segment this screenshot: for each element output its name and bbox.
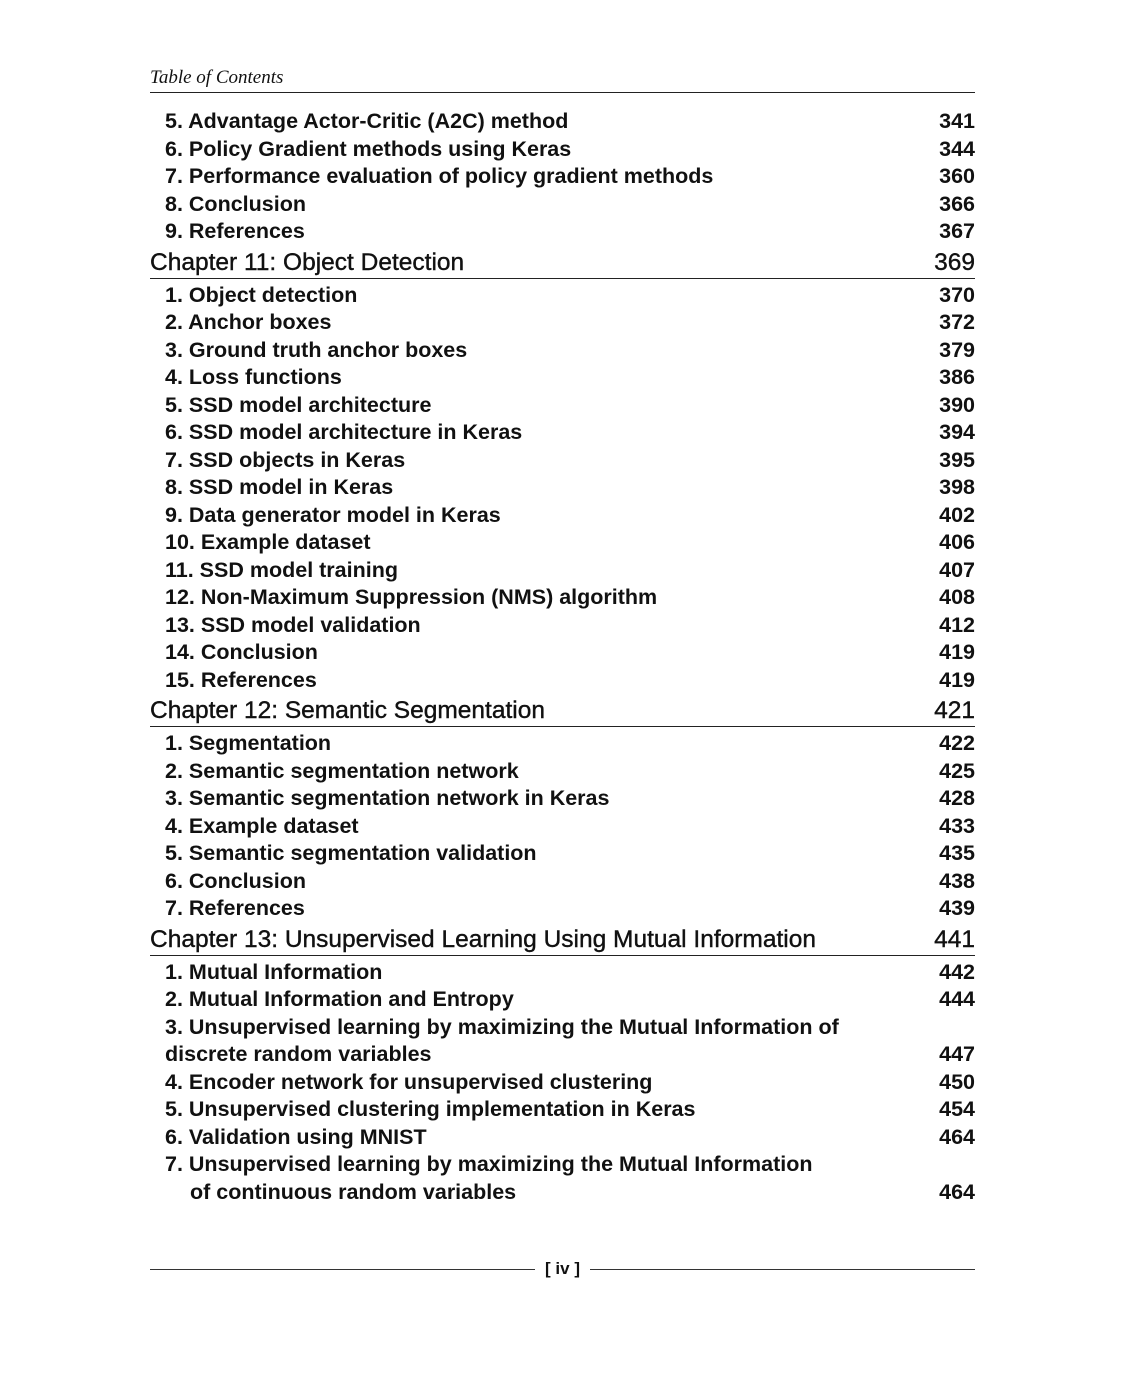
toc-entry-title: 1. Mutual Information	[165, 959, 383, 984]
toc-entry-title: 15. References	[165, 667, 317, 692]
toc-entry-page-number: 398	[939, 475, 975, 499]
toc-entry[interactable]	[150, 959, 975, 987]
toc-entry[interactable]	[150, 557, 975, 585]
toc-entry-page-number: 372	[939, 310, 975, 334]
chapter-heading[interactable]	[150, 696, 975, 727]
toc-entry[interactable]	[150, 309, 975, 337]
toc-entry-page-number: 367	[939, 219, 975, 243]
toc-entry-page-number: 402	[939, 502, 975, 527]
chapter-heading[interactable]	[150, 248, 975, 279]
toc-entry-page-number: 412	[939, 612, 975, 637]
toc-entry-title: 5. Advantage Actor-Critic (A2C) method	[165, 109, 569, 133]
toc-entry-title: 4. Encoder network for unsupervised clustering	[165, 1069, 653, 1094]
chapter-title: Chapter 12: Semantic Segmentation	[150, 697, 545, 724]
toc-entry-page-number: 366	[939, 191, 975, 216]
toc-entry-page-number: 454	[939, 1097, 975, 1121]
toc-entry-title: 7. Performance evaluation of policy gradient methods	[165, 164, 714, 188]
toc-entry-title: 13. SSD model validation	[165, 612, 421, 637]
toc-entry[interactable]	[150, 986, 975, 1014]
toc-entry-page-number: 341	[939, 109, 975, 133]
toc-entry[interactable]	[150, 868, 975, 896]
toc-entry-page-number: 433	[939, 813, 975, 838]
toc-entry-title: 14. Conclusion	[165, 640, 318, 664]
table-of-contents	[150, 108, 975, 1206]
toc-entry-title: 4. Example dataset	[165, 813, 359, 838]
toc-entry-page-number: 419	[939, 667, 975, 692]
page-footer	[150, 1258, 975, 1280]
toc-entry-page-number: 422	[939, 731, 975, 755]
toc-entry-page-number: 386	[939, 365, 975, 389]
toc-entry-title: 6. Policy Gradient methods using Keras	[165, 136, 572, 161]
toc-entry-page-number: 408	[939, 585, 975, 609]
toc-entry-title: 7. SSD objects in Keras	[165, 447, 406, 472]
toc-entry[interactable]	[150, 730, 975, 758]
toc-entry-title: 9. Data generator model in Keras	[165, 502, 501, 527]
toc-entry[interactable]	[150, 639, 975, 667]
toc-entry-title: 12. Non-Maximum Suppression (NMS) algorithm	[165, 585, 658, 609]
toc-entry-page-number: 428	[939, 786, 975, 810]
toc-entry[interactable]	[150, 447, 975, 475]
toc-entry[interactable]	[150, 282, 975, 310]
toc-entry[interactable]	[150, 502, 975, 530]
toc-entry-title: 2. Semantic segmentation network	[165, 758, 519, 783]
toc-entry-title: 2. Mutual Information and Entropy	[165, 987, 514, 1011]
running-header: Table of Contents	[150, 66, 975, 93]
toc-entry[interactable]	[150, 108, 975, 136]
toc-entry[interactable]	[150, 1124, 975, 1152]
toc-entry-title	[165, 1014, 839, 1069]
toc-entry-page-number: 438	[939, 868, 975, 893]
toc-entry[interactable]	[150, 419, 975, 447]
chapter-page-number: 441	[934, 925, 975, 953]
toc-entry-page-number: 442	[939, 959, 975, 984]
toc-entry-title: 6. Conclusion	[165, 868, 306, 893]
toc-entry-title: 6. Validation using MNIST	[165, 1124, 427, 1149]
toc-entry-title: 8. SSD model in Keras	[165, 475, 394, 499]
toc-entry-title	[165, 1151, 813, 1206]
toc-entry-page-number: 360	[939, 164, 975, 188]
toc-entry-title: 8. Conclusion	[165, 191, 306, 216]
toc-entry[interactable]	[150, 840, 975, 868]
chapter-title: Chapter 13: Unsupervised Learning Using Mutual Information	[150, 925, 816, 953]
toc-entry[interactable]	[150, 337, 975, 365]
toc-entry[interactable]	[150, 529, 975, 557]
toc-entry-title: 10. Example dataset	[165, 530, 371, 554]
toc-entry[interactable]	[150, 191, 975, 219]
toc-entry[interactable]	[150, 1151, 975, 1206]
toc-entry-page-number: 464	[939, 1179, 975, 1204]
toc-entry[interactable]	[150, 785, 975, 813]
toc-entry-title: 3. Ground truth anchor boxes	[165, 337, 468, 362]
toc-entry-title: 1. Segmentation	[165, 731, 332, 755]
toc-entry-title: 5. SSD model architecture	[165, 392, 432, 417]
toc-entry-page-number: 419	[939, 640, 975, 664]
toc-entry[interactable]	[150, 813, 975, 841]
toc-entry[interactable]	[150, 364, 975, 392]
toc-entry[interactable]	[150, 612, 975, 640]
toc-entry[interactable]	[150, 667, 975, 695]
footer-rule-right	[590, 1269, 975, 1270]
toc-entry-title: 11. SSD model training	[165, 557, 398, 582]
toc-entry[interactable]	[150, 1014, 975, 1069]
toc-entry-page-number: 444	[939, 987, 975, 1011]
toc-entry-page-number: 425	[939, 758, 975, 783]
toc-entry[interactable]	[150, 758, 975, 786]
toc-entry-page-number: 464	[939, 1124, 975, 1149]
chapter-title: Chapter 11: Object Detection	[150, 248, 465, 276]
toc-entry-page-number: 435	[939, 841, 975, 865]
toc-entry-page-number: 406	[939, 530, 975, 554]
toc-entry-title: 6. SSD model architecture in Keras	[165, 420, 523, 444]
toc-entry[interactable]	[150, 895, 975, 923]
toc-page	[150, 0, 975, 1387]
toc-entry-title: 9. References	[165, 219, 305, 243]
toc-entry-title: 5. Unsupervised clustering implementation in Keras	[165, 1097, 696, 1121]
toc-entry-page-number: 407	[939, 557, 975, 582]
toc-entry-title: 1. Object detection	[165, 282, 358, 307]
toc-entry-page-number: 439	[939, 896, 975, 920]
toc-entry[interactable]	[150, 474, 975, 502]
toc-entry[interactable]	[150, 163, 975, 191]
toc-entry-page-number: 450	[939, 1069, 975, 1094]
toc-entry-page-number: 379	[939, 337, 975, 362]
toc-entry-title-line1: 7. Unsupervised learning by maximizing the Mutual Information	[165, 1152, 813, 1176]
toc-entry[interactable]	[150, 1096, 975, 1124]
toc-entry-page-number: 394	[939, 420, 975, 444]
toc-entry[interactable]	[150, 218, 975, 246]
page-number: [ iv ]	[545, 1259, 580, 1278]
toc-entry[interactable]	[150, 136, 975, 164]
toc-entry-page-number: 344	[939, 136, 975, 161]
toc-entry-title: 2. Anchor boxes	[165, 310, 332, 334]
chapter-page-number: 421	[934, 697, 975, 724]
toc-entry-page-number: 447	[939, 1042, 975, 1066]
toc-entry[interactable]	[150, 1069, 975, 1097]
toc-entry[interactable]	[150, 392, 975, 420]
toc-entry[interactable]	[150, 584, 975, 612]
toc-entry-page-number: 395	[939, 447, 975, 472]
toc-entry-page-number: 390	[939, 392, 975, 417]
toc-entry-title-line1: 3. Unsupervised learning by maximizing the Mutual Information of	[165, 1014, 839, 1039]
toc-entry-title-line2: discrete random variables	[165, 1042, 432, 1066]
chapter-heading[interactable]	[150, 925, 975, 956]
chapter-page-number: 369	[934, 248, 975, 276]
toc-entry-title: 4. Loss functions	[165, 365, 342, 389]
toc-entry-title-line2: of continuous random variables	[190, 1179, 517, 1204]
toc-entry-title: 5. Semantic segmentation validation	[165, 841, 537, 865]
toc-entry-title: 3. Semantic segmentation network in Keras	[165, 786, 610, 810]
footer-rule-left	[150, 1269, 535, 1270]
toc-entry-title: 7. References	[165, 896, 305, 920]
toc-entry-page-number: 370	[939, 282, 975, 307]
